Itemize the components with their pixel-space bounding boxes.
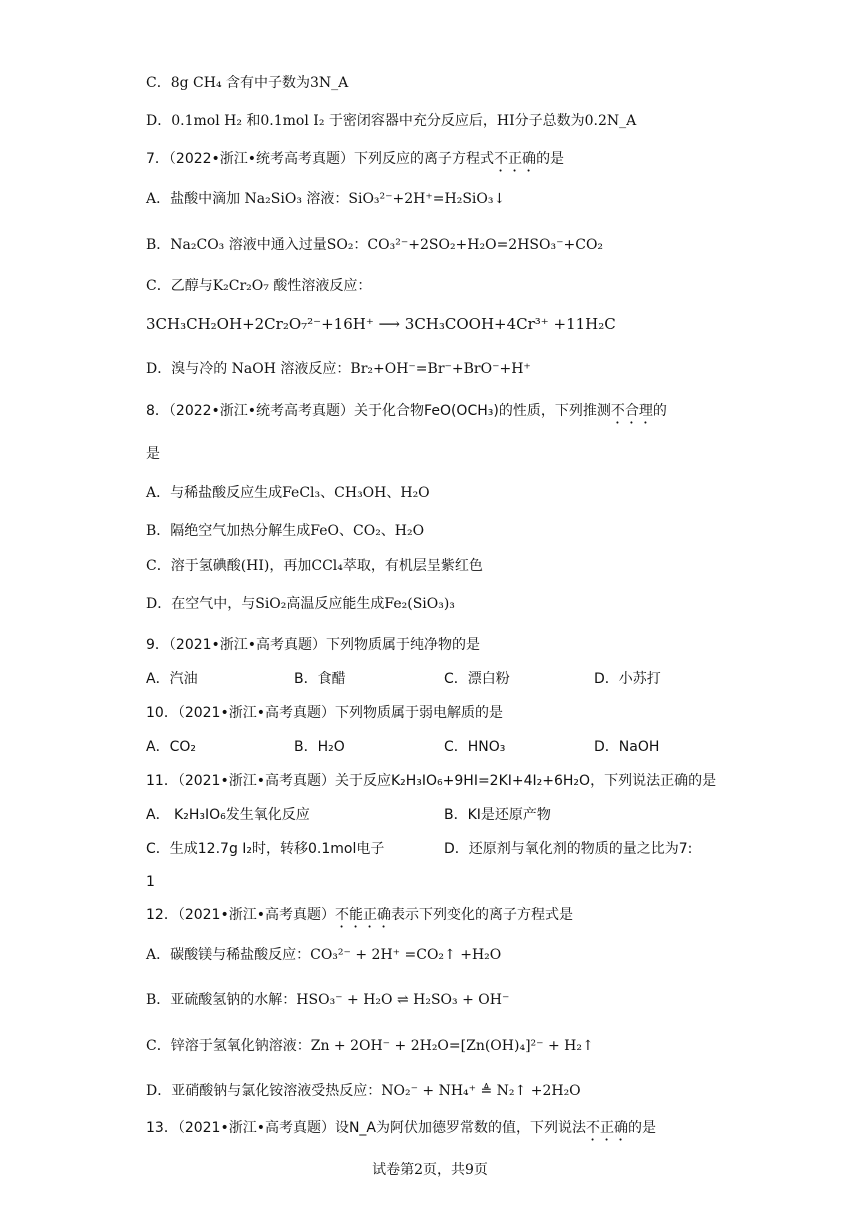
q7-stem: 7．（2022•浙江•统考高考真题）下列反应的离子方程式不正确的是 (146, 151, 565, 167)
q9-option-a: A．汽油 (146, 671, 198, 687)
q10-option-b: B．H₂O (294, 739, 345, 755)
q6-option-c: C．8g CH₄ 含有中子数为3N_A (146, 75, 349, 91)
q11-option-d-cont: 1 (146, 874, 155, 890)
q13-stem: 13．（2021•浙江•高考真题）设N_A为阿伏加德罗常数的值，下列说法不正确的是 (146, 1120, 657, 1136)
q7-option-c: C．乙醇与K₂Cr₂O₇ 酸性溶液反应： (146, 278, 372, 294)
q9-option-d: D．小苏打 (594, 671, 661, 687)
q8-option-a: A．与稀盐酸反应生成FeCl₃、CH₃OH、H₂O (146, 485, 430, 501)
q9-stem: 9．（2021•浙江•高考真题）下列物质属于纯净物的是 (146, 637, 481, 653)
q11-option-b: B．KI是还原产物 (444, 807, 551, 823)
q11-option-a: A． K₂H₃IO₆发生氧化反应 (146, 807, 310, 823)
q11-option-c: C．生成12.7g I₂时，转移0.1mol电子 (146, 841, 385, 857)
q6-option-d: D．0.1mol H₂ 和0.1mol I₂ 于密闭容器中充分反应后，HI分子总数为0.2N_A (146, 113, 637, 129)
q7-option-a: A．盐酸中滴加 Na₂SiO₃ 溶液：SiO₃²⁻+2H⁺=H₂SiO₃↓ (146, 191, 506, 207)
q8-option-d: D．在空气中，与SiO₂高温反应能生成Fe₂(SiO₃)₃ (146, 596, 455, 612)
q8-option-c: C．溶于氢碘酸(HI)，再加CCl₄萃取，有机层呈紫红色 (146, 558, 483, 574)
q12-option-a: A．碳酸镁与稀盐酸反应：CO₃²⁻ + 2H⁺ =CO₂↑ +H₂O (146, 947, 502, 963)
q7-option-d: D．溴与冷的 NaOH 溶液反应：Br₂+OH⁻=Br⁻+BrO⁻+H⁺ (146, 361, 531, 377)
q12-stem: 12．（2021•浙江•高考真题）不能正确表示下列变化的离子方程式是 (146, 907, 573, 923)
q7-option-b: B．Na₂CO₃ 溶液中通入过量SO₂：CO₃²⁻+2SO₂+H₂O=2HSO₃⁻+CO₂ (146, 237, 604, 253)
page-footer: 试卷第2页，共9页 (372, 1162, 488, 1178)
q12-option-b: B．亚硫酸氢钠的水解：HSO₃⁻ + H₂O ⇌ H₂SO₃ + OH⁻ (146, 992, 510, 1008)
q9-option-c: C．漂白粉 (444, 671, 510, 687)
q10-option-a: A．CO₂ (146, 739, 196, 755)
q12-option-c: C．锌溶于氢氧化钠溶液：Zn + 2OH⁻ + 2H₂O=[Zn(OH)₄]²⁻ + H₂↑ (146, 1038, 594, 1054)
q11-stem: 11．（2021•浙江•高考真题）关于反应K₂H₃IO₆+9HI=2KI+4I₂+6H₂O，下列说法正确的是 (146, 773, 717, 789)
q8-stem-cont: 是 (146, 446, 160, 462)
q11-option-d: D．还原剂与氧化剂的物质的量之比为7: (444, 841, 693, 857)
q7-option-c-equation: 3CH₃CH₂OH+2Cr₂O₇²⁻+16H⁺ ⟶ 3CH₃COOH+4Cr³⁺ +11H₂C (146, 315, 616, 333)
q10-stem: 10．（2021•浙江•高考真题）下列物质属于弱电解质的是 (146, 705, 503, 721)
q10-option-c: C．HNO₃ (444, 739, 506, 755)
q10-option-d: D．NaOH (594, 739, 660, 755)
q8-option-b: B．隔绝空气加热分解生成FeO、CO₂、H₂O (146, 523, 425, 539)
q8-stem: 8．（2022•浙江•统考高考真题）关于化合物FeO(OCH₃)的性质，下列推测不合理的 (146, 403, 667, 419)
q12-option-d: D．亚硝酸钠与氯化铵溶液受热反应：NO₂⁻ + NH₄⁺ ≜ N₂↑ +2H₂O (146, 1083, 581, 1099)
q9-option-b: B．食醋 (294, 671, 346, 687)
